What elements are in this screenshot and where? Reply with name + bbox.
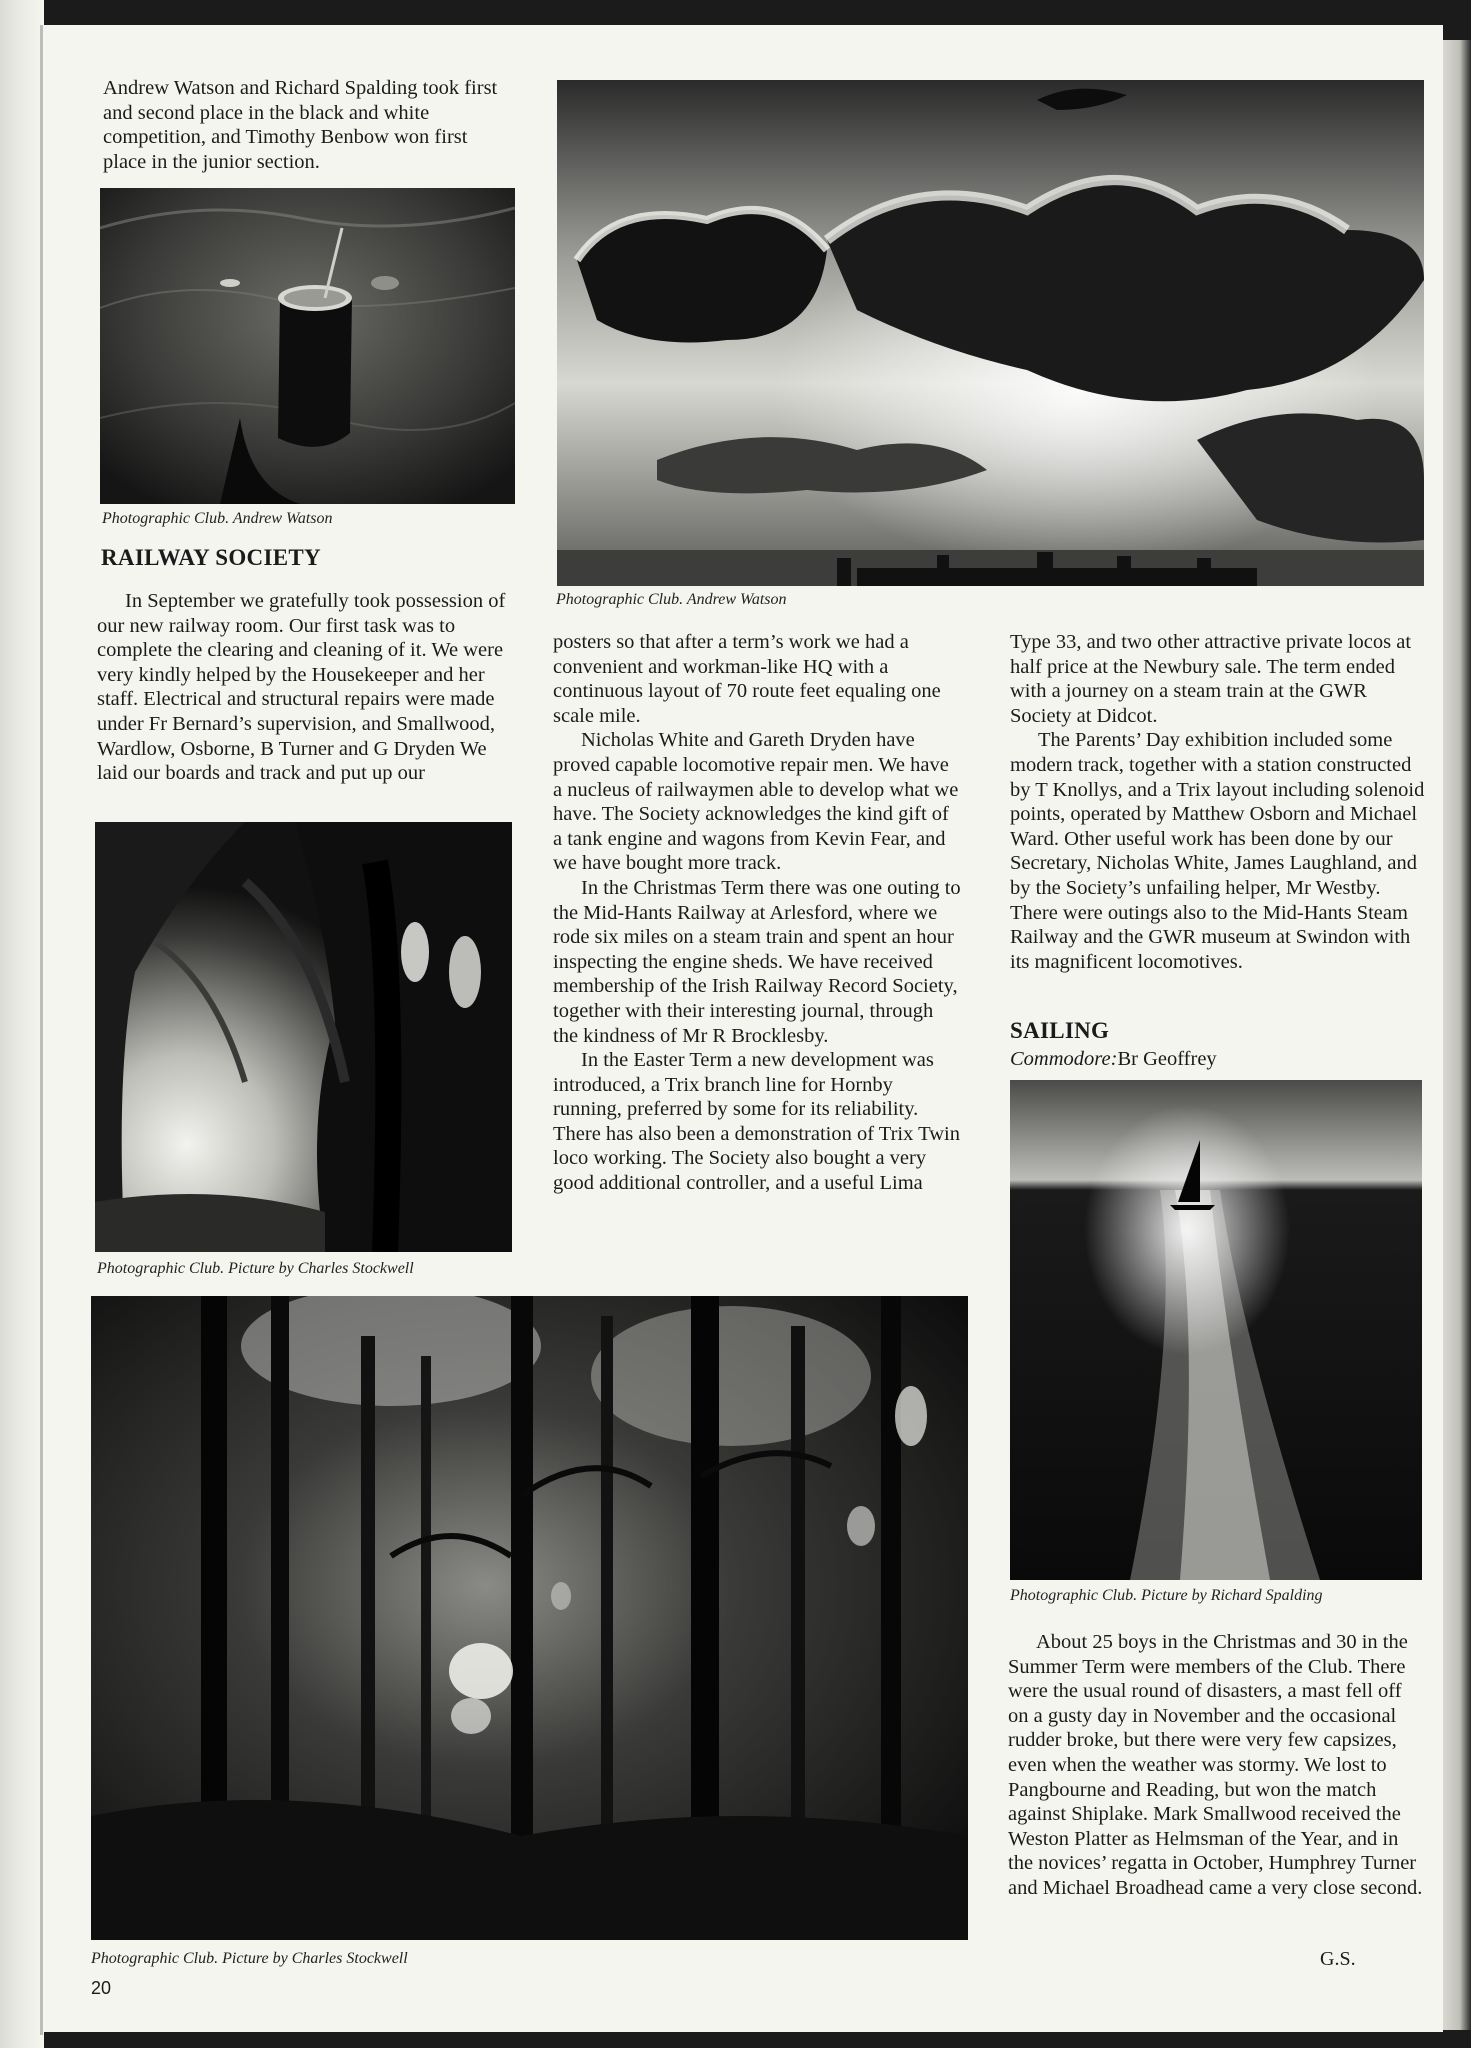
sailing-photo — [1010, 1080, 1422, 1580]
page-number: 20 — [91, 1978, 112, 1998]
railway-paragraph: posters so that after a term’s work we had a convenient and workman-like HQ with a continuous layout of 70 route feet equaling one scale mile. — [553, 631, 941, 727]
railway-paragraph: In September we gratefully took possession of our new railway room. Our first task was to complete the clearing and cleaning of it. We were very kindly helped by the Housekeeper and her staff. Electrical and structural repairs were made under Fr Bernard’s supervision, and Smallwood, Wardlow, Osborne, B Turner and G Dryden We laid our boards and track and put up our — [97, 590, 506, 785]
sand-mug-photo — [100, 188, 515, 504]
forest-photo — [91, 1296, 968, 1940]
section-heading-railway: RAILWAY SOCIETY — [101, 545, 321, 570]
clouds-photo — [557, 80, 1424, 586]
section-heading-sailing: SAILING — [1010, 1018, 1110, 1043]
page-edge — [1443, 40, 1471, 2030]
binding-gutter — [0, 0, 44, 2048]
binding-line — [40, 25, 43, 2035]
commodore-name: Br Geoffrey — [1117, 1048, 1217, 1070]
photo-caption: Photographic Club. Picture by Charles Stockwell — [91, 1950, 408, 1967]
railway-paragraph: The Parents’ Day exhibition included some modern track, together with a station constructed by T Knollys, and a Trix layout including solenoid points, operated by Matthew Osborn and Michael Ward. Other useful work has been done by our Secretary, Nicholas White, James Laughland, and by the Society’s unfailing helper, Mr Westby. There were outings also to the Mid-Hants Steam Railway and the GWR museum at Swindon with its magnificent locomotives. — [1010, 729, 1425, 973]
photo-caption: Photographic Club. Picture by Richard Spalding — [1010, 1587, 1323, 1604]
photo-caption: Photographic Club. Picture by Charles Stockwell — [97, 1260, 414, 1277]
railway-paragraph: Nicholas White and Gareth Dryden have proved capable locomotive repair men. We have a nucleus of railwaymen able to develop what we have. The Society acknowledges the kind gift of a tank engine and wagons from Kevin Fear, and we have bought more track. — [553, 729, 959, 875]
photo-caption: Photographic Club. Andrew Watson — [556, 591, 787, 608]
author-initials: G.S. — [1320, 1948, 1356, 1970]
railway-paragraph: In the Christmas Term there was one outing to the Mid-Hants Railway at Arlesford, where we rode six miles on a steam train and spent an hour inspecting the engine sheds. We have received membership of the Irish Railway Record Society, together with their interesting journal, through the kindness of Mr R Brocklesby. — [553, 876, 961, 1047]
sailing-body — [1008, 1630, 1423, 1901]
sailing-paragraph: About 25 boys in the Christmas and 30 in the Summer Term were members of the Club. There were the usual round of disasters, a mast fell off on a gusty day in November and the occasional rudder broke, but there were very few capsizes, even when the weather was stormy. We lost to Pangbourne and Reading, but won the match against Shiplake. Mark Smallwood received the Weston Platter as Helmsman of the Year, and in the novices’ regatta in October, Humphrey Turner and Michael Broadhead came a very close second. — [1008, 1631, 1423, 1899]
photo-caption: Photographic Club. Andrew Watson — [102, 510, 333, 527]
commodore-label: Commodore: — [1010, 1048, 1118, 1070]
railway-column-1 — [97, 589, 507, 786]
tree-tunnel-photo — [95, 822, 512, 1252]
commodore-line — [1010, 1047, 1410, 1072]
intro-paragraph: Andrew Watson and Richard Spalding took first and second place in the black and white competition, and Timothy Benbow won first place in the junior section. — [103, 77, 498, 173]
railway-paragraph: Type 33, and two other attractive private locos at half price at the Newbury sale. The term ended with a journey on a steam train at the GWR Society at Didcot. — [1010, 631, 1412, 727]
railway-paragraph: In the Easter Term a new development was introduced, a Trix branch line for Hornby running, preferred by some for its reliability. There has also been a demonstration of Trix Twin loco working. The Society also bought a very good additional controller, and a useful Lima — [553, 1049, 960, 1195]
railway-column-2 — [553, 630, 961, 1196]
railway-column-3 — [1010, 630, 1425, 974]
intro-text — [103, 76, 511, 174]
